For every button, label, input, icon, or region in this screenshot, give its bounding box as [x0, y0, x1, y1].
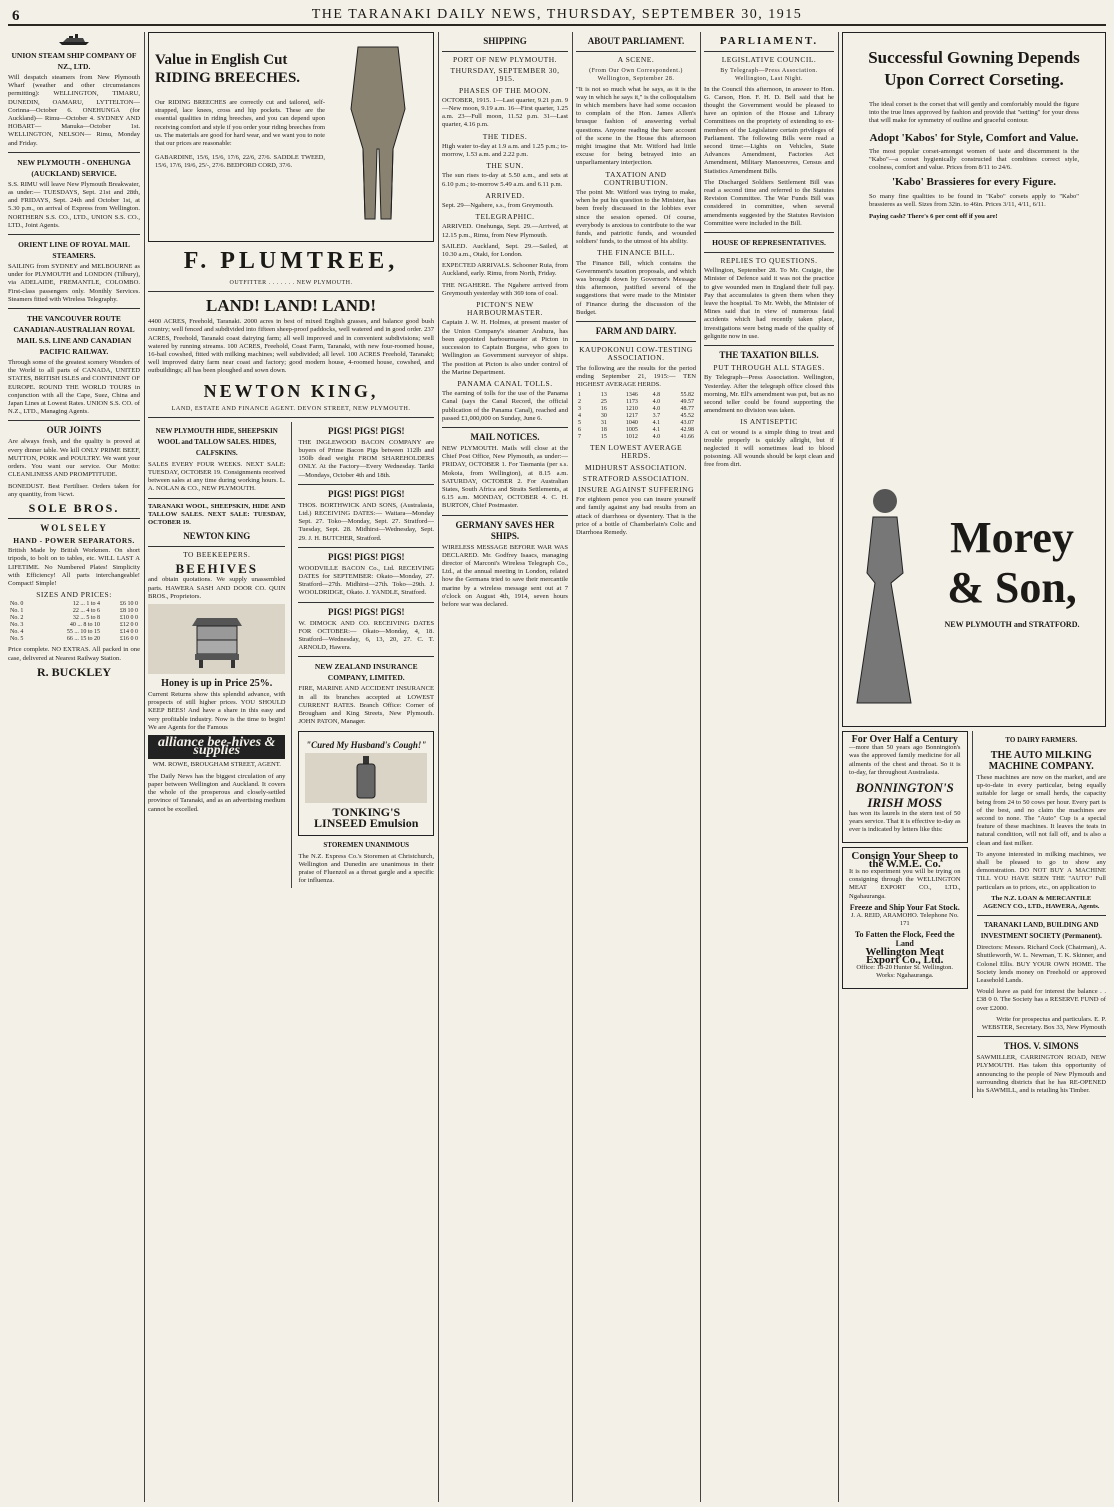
table-cell: No. 2 [10, 615, 24, 622]
antiseptic-body: A cut or wound is a simple thing to treat and trouble properly is quickly allright, but if neglected it will sometimes lead to blood poisoning. All wounds should be kept clean and free from dirt. [704, 428, 834, 469]
scene-heading: A SCENE. [617, 55, 655, 64]
table-cell: 43.07 [680, 420, 694, 427]
picton-body: Captain J. W. H. Holmes, at present master of the Union Company's steamer Arahura, has been appointed harbourmaster at Picton in succession to Captain Burgess, who goes to Wellington as Government surveyor of ships. The position at Picton is also under control of the Marine Department. [442, 319, 568, 376]
kabos-body: The most popular corset-amongst women of taste and discernment is the "Kabo"—a corset hygienically constructed that combines correct style, coolness, comfort and value. Prices from 8/11 to 24/6. [869, 147, 1079, 172]
table-cell: £12 0 0 [120, 622, 138, 629]
column-parliament [704, 32, 834, 1502]
insure-body: For eighteen pence you can insure yourself and family against any bad results from an attack of diarrhoea or dysentery. That is the price of a bottle of Chamberlain's Colic and Diarrhoea Remedy. [576, 496, 696, 536]
pigs-body-1: THE INGLEWOOD BACON COMPANY are buyers of Prime Bacon Pigs between 112lb and 150lb dead weight FROM SHAREHOLDERS ONLY. At the Factory—Every Wednesday. Tariki—Mondays, October 4th and 18th. [298, 438, 434, 479]
table-row [576, 399, 696, 406]
scene-body: "It is not so much what he says, as it is the way in which he says it," is the colloquialism in which members have had some occasion to complain of the Hon. James Allen's brusque fashion of answering verbal questions. Anyone reading the bare account of the scene in the House this afternoon might imagine that Mr. Witford had little excuse for being betrayed into an unparliamentary interjection. [576, 85, 696, 167]
table-cell: No. 3 [10, 622, 24, 629]
union-title: UNION STEAM SHIP COMPANY OF NZ., LTD. [11, 51, 137, 71]
table-row [8, 622, 140, 629]
half-century-body: —more than 50 years ago Bonnington's was the approved family medicine for all ailments of the chest and throat. So it is to-day, far throughout Australasia. [849, 744, 961, 776]
simons-heading: THOS. V. SIMONS [1003, 1041, 1079, 1052]
kabo-brassieres: 'Kabo' Brassieres for every Figure. [891, 176, 1057, 189]
table-cell: No. 4 [10, 629, 24, 636]
kcta-heading: KAUPOKONUI COW-TESTING ASSOCIATION. [579, 345, 693, 363]
table-cell: 25 [600, 399, 607, 406]
masthead-title: THE TARANAKI DAILY NEWS, THURSDAY, SEPTEMBER 30, 1915 [311, 7, 803, 22]
table-row [576, 427, 696, 434]
table-cell: £16 0 0 [120, 636, 138, 643]
table-cell: 45.52 [680, 413, 694, 420]
table-cell: 41.66 [680, 434, 694, 441]
simons-body: SAWMILLER, CARRINGTON ROAD, NEW PLYMOUTH. Has taken this opportunity of announcing to the people of New Plymouth and surrounding districts that he has RE-OPENED his SAWMILL, and is retailing his Timber. [976, 1054, 1106, 1095]
table-row [576, 392, 696, 399]
hide-body: SALES EVERY FOUR WEEKS. NEXT SALE: TUESDAY, OCTOBER 19. Consignments received between sales at any time during working hours. L. A. NOLAN & CO., NEW PLYMOUTH. [148, 460, 286, 493]
vancouver-body: Through some of the greatest scenery Wonders of the World to all parts of CANADA, UNITED STATES, BRITISH ISLES and CONTINENT OF EUROPE. ROUND THE WORLD TOURS in conjunction with all the Cape, Suez, China and Japan Lines at Lowest Rates. UNION S.S. CO. of N.Z., LTD., Managing Agents. [8, 359, 140, 416]
column-right-ads [842, 32, 1106, 1502]
telegraphic-heading: TELEGRAPHIC. [475, 212, 535, 222]
table-cell: 3.7 [652, 413, 661, 420]
ads-left-col [148, 422, 285, 888]
breeches-title: Value in English Cut RIDING BREECHES. [155, 52, 301, 86]
taxation-bills-heading: THE TAXATION BILLS. [719, 350, 819, 361]
table-cell: 1217 [625, 413, 638, 420]
herd-table [576, 392, 696, 441]
reid-agent: J. A. REID, ARAMOHO. Telephone No. 171 [850, 912, 959, 928]
bees-body: and obtain quotations. We supply unassembled parts. HAWERA SASH AND DOOR CO. QUIN BROS., Proprietors. [148, 576, 286, 600]
arrived-telegraphic: ARRIVED. Onehunga, Sept. 29.—Arrived, at 12.15 p.m., Rimu, from New Plymouth. [442, 223, 568, 239]
expected-body: EXPECTED ARRIVALS. Schooner Ruia, from Auckland, early. Rimu, from North, Friday. [442, 262, 568, 278]
land-title: LAND! LAND! LAND! [206, 296, 376, 316]
table-row [576, 406, 696, 413]
pigs-title-4: PIGS! PIGS! PIGS! [327, 606, 405, 617]
panama-heading: PANAMA CANAL TOLLS. [457, 378, 553, 388]
table-cell: No. 0 [10, 601, 24, 608]
morey-subtitle: NEW PLYMOUTH and STRATFORD. [944, 620, 1080, 629]
pigs-body-2: THOS. BORTHWICK AND SONS, (Australasia, Ltd.) RECEIVING DATES:— Waitara—Monday Sept. 27. Toko—Monday, Sept. 27. Stratford—Tuesday, Sept. 28. Midhirst—Wednesday, Sept. 29. J. H. BUTCHER, Stratford. [298, 501, 434, 542]
wolseley-body: British Made by British Workmen. On short tripods, to bolt on to tables, etc. WILL LAST A LIFETIME. No Numbered Plates! Simplicity with Efficiency! All parts interchangeable! Compact! Simple! [8, 547, 140, 587]
joints-title: OUR JOINTS [46, 425, 102, 436]
table-cell: 1005 [625, 427, 638, 434]
gowning-title: Successful Gowning Depends Upon Correct Corseting. [868, 48, 1080, 89]
joints-body: Are always fresh, and the quality is proved at every dinner table. We kill ONLY PRIME BEEF, MUTTON, PORK and POULTRY. We want your orders. You want our service. Our Motto: CLEANLINESS AND PROMPTITUDE. [8, 438, 140, 479]
auto-milking-body: These machines are now on the market, and are up-to-date in every particular, being equally suitable for large or small herds, the capacity being from 24 to 50 cows per hour. Every part is of the best, and no claim the machines are second to none. The "Auto" Cup is a special feature of these machines. It leaves the teats in natural condition, will not fall off, and is also a clean and fast milker. [976, 774, 1106, 847]
table-cell: 1210 [625, 406, 638, 413]
pigs-title-3: PIGS! PIGS! PIGS! [327, 551, 405, 562]
table-cell: 12 ... 1 to 4 [72, 601, 101, 608]
column-shipping-news [442, 32, 568, 1502]
table-cell: 13 [600, 392, 607, 399]
table-cell: 1346 [625, 392, 638, 399]
panama-body: The earning of tolls for the use of the Panama Canal (says the Canal Record, the official publication of the Panama Canal), reached and passed £1,000,000 on Sunday, June 6. [442, 390, 568, 422]
breeches-illustration [333, 39, 423, 229]
lowest-herds-heading: TEN LOWEST AVERAGE HERDS. [589, 443, 683, 461]
legislative-heading: LEGISLATIVE COUNCIL. [721, 55, 817, 64]
plumtree-subtitle: OUTFITTER . . . . . . . NEW PLYMOUTH. [229, 280, 353, 286]
germany-heading: GERMANY SAVES HER SHIPS. [455, 519, 555, 541]
legislative-body: In the Council this afternoon, in answer to Hon. G. Carson, Hon. F. H. D. Bell said that he thought the Government would be pleased to have an opinion of the House and Library Committees on the propriety of extending to ex-members of the Legislature certain privileges of Parliament. The following Bills were read a second time:—Lights on Vehicles, State Advances Amendment, Factories Act Amendment, Military Manoeuvres, Census and Statistics Amendment Bills. [704, 85, 834, 175]
sizes-table [8, 601, 140, 643]
bonnington-ad [842, 731, 968, 843]
house-heading: HOUSE OF REPRESENTATIVES. [712, 238, 826, 248]
sun-body: The sun rises to-day at 5.50 a.m., and sets at 6.10 p.m.; to-morrow 5.49 a.m. and 6.11 p.m. [442, 172, 568, 188]
beehive-illustration [148, 604, 285, 674]
parliament-heading: PARLIAMENT. [719, 35, 819, 47]
legislative-body-2: The Discharged Soldiers Settlement Bill was read a second time and referred to the Statutes Revision Committee. The War Funds Bill was considered in committee, when several amendments suggested by the Statutes Revision Committee were included in the Bill. [704, 178, 834, 227]
pigs-title-2: PIGS! PIGS! PIGS! [327, 488, 405, 499]
storemen-title: STOREMEN UNANIMOUS [323, 840, 410, 849]
mail-heading: MAIL NOTICES. [470, 431, 540, 442]
column-rule [700, 32, 701, 1502]
onehunga-title: NEW PLYMOUTH - ONEHUNGA (AUCKLAND) SERVICE. [17, 157, 131, 178]
picton-heading: PICTON'S NEW HARBOURMASTER. [467, 300, 543, 318]
table-cell: 18 [600, 427, 607, 434]
moon-heading: PHASES OF THE MOON. [459, 85, 551, 95]
replies-heading: REPLIES TO QUESTIONS. [720, 256, 818, 266]
table-cell: No. 5 [10, 636, 24, 643]
consign-body: It is no experiment you will be trying on consigning through the WELLINGTON MEAT EXPORT CO., LTD., Ngahauranga. [849, 868, 961, 900]
germany-body: WIRELESS MESSAGE BEFORE WAR WAS DECLARED. Mr. Godfrey Isaacs, managing director of Marconi's Wireless Telegraph Co., Ltd., at the annual meeting in London, related how the Germans tried to save their mercantile marine by a wireless message sent out at 7 o'clock on August 4th, 1914, seven hours before war was declared. [442, 543, 568, 608]
paying-cash-note: Paying cash? There's 6 per cent off if you are! [869, 213, 998, 221]
table-cell: 4.1 [652, 427, 661, 434]
fatten-title: To Fatten the Flock, Feed the Land [854, 930, 955, 948]
table-cell: 5 [578, 420, 581, 427]
farm-dairy-heading: FARM AND DAIRY. [595, 326, 677, 337]
table-cell: £8 10 0 [120, 608, 138, 615]
emulsion-bottle-illustration [305, 753, 427, 803]
woman-figure-illustration [847, 483, 917, 713]
tbis-heading: TARANAKI LAND, BUILDING AND INVESTMENT SOCIETY (Permanent). [980, 921, 1102, 941]
column-rule [438, 32, 439, 1502]
nz-insurance-title: NEW ZEALAND INSURANCE COMPANY, LIMITED. [314, 662, 418, 683]
table-row [8, 601, 140, 608]
morey-name: Morey & Son, [947, 513, 1077, 612]
legislative-subheading: By Telegraph—Press Association. Wellington, Last Night. [720, 68, 818, 83]
auto-milking-body-2: To anyone interested in milking machines, we shall be pleased to go to show any demonstration. DO NOT BUY A MACHINE TILL YOU HAVE SEEN THE "AUTO" Full particulars as to prices, etc., on application to [976, 850, 1106, 891]
sizes-title: SIZES AND PRICES: [36, 590, 112, 600]
sizes-footer: Price complete. NO EXTRAS. All packed in one case, delivered at Nearest Railway Station. [8, 646, 140, 662]
wme-subtitle: Office: 18-20 Hunter St. Wellington. Works: Ngahauranga. [856, 964, 954, 980]
column-rule [838, 32, 839, 1502]
tbis-body-2: Would leave as paid for interest the balance . . £38 0 0. The Society has a RESERVE FUND of over £2000. [976, 988, 1106, 1012]
nz-loan-agents: The N.Z. LOAN & MERCANTILE AGENCY CO., LTD., HAWERA, Agents. [983, 894, 1100, 911]
table-cell: £10 0 0 [120, 615, 138, 622]
finance-body: The Finance Bill, which contains the Government's taxation proposals, and which was brought down by Governor's Message this afternoon, justified several of the suggestions that were made to the Minister of Finance during the discussion of the Budget. [576, 259, 696, 316]
pigs-title-1: PIGS! PIGS! PIGS! [327, 425, 405, 436]
sun-heading: THE SUN. [486, 161, 524, 171]
midhurst-heading: MIDHURST ASSOCIATION. [584, 462, 688, 472]
date-heading: THURSDAY, SEPTEMBER 30, 1915. [450, 66, 560, 84]
half-century-title: For Over Half a Century [851, 734, 958, 745]
tonking-name: TONKING'S LINSEED Emulsion [314, 804, 419, 830]
ads-right-col [298, 422, 434, 888]
taxation-heading: TAXATION AND CONTRIBUTION. [603, 169, 669, 187]
stratford-heading: STRATFORD ASSOCIATION. [582, 473, 690, 483]
table-cell: No. 1 [10, 608, 24, 615]
table-cell: 6 [578, 427, 581, 434]
table-cell: 1173 [626, 399, 638, 406]
table-row [576, 434, 696, 441]
pigs-body-3: WOODVILLE BACON Co., Ltd. RECEIVING DATES for SEPTEMBER: Okato—Monday, 27. Stratford—27th. Midhirst—27th. Toko—29th. J. WOOLDRIDGE, Okato. J. YANDLE, Stratford. [298, 564, 434, 597]
column-ads-2 [148, 32, 434, 1502]
table-cell: 15 [600, 434, 607, 441]
ngahere-body: THE NGAHERE. The Ngahere arrived from Greymouth yesterday with 369 tons of coal. [442, 281, 568, 297]
table-cell: 31 [600, 420, 607, 427]
table-cell: 22 ... 4 to 6 [72, 608, 101, 615]
replies-body: Wellington, September 28. To Mr. Craigie, the Minister of Defence said it was not the practice to give wounded men in England their full pay. Pay that accumulates is given them when they leave the hospital. To Mr. Webb, the Minister of Mines said that in view of numerous fatal accidents which had recently taken place, investigations were being made of the quality of gelignite now in use. [704, 267, 834, 340]
union-body: Will despatch steamers from New Plymouth Wharf (weather and other circumstances permitting): WELLINGTON, TIMARU, DUNEDIN, OAMARU, LYTTELTON— Corinna—October 6. ONEHUNGA (for Auckland)— Rimu—October 4. SYDNEY AND HOBART— Manuka—October 1st. WELLINGTON, NELSON— Rimu, Monday and Friday. [8, 74, 140, 147]
daily-news-notice: The Daily News has the biggest circulation of any paper between Wellington and Auckland. It covers the whole of the prosperous and closely-settled province of Taranaki, and as an advertising medium cannot be excelled. [148, 772, 286, 813]
table-cell: 1 [578, 392, 581, 399]
arrived-heading: ARRIVED. [485, 190, 525, 200]
bonnington-body: has won its laurels in the stern test of 50 years service. That it is effective to-day as ever is indicated by letters like this: [849, 810, 961, 834]
tbis-body: Directors: Messrs. Richard Cock (Chairman), A. Shuttleworth, W. L. Newman, T. K. Skinner, and Colonel Ellis. BUY YOUR OWN HOME. The Society lends money on Freehold or approved Leasehold Lands. [976, 944, 1106, 985]
kabos-title: Adopt 'Kabos' for Style, Comfort and Value. [869, 131, 1079, 144]
breeches-body: Our RIDING BREECHES are correctly cut and tailored, self-strapped, lace knees, cross and hip pockets. These are the essential qualities in riding breeches, and you can depend upon receiving comfort and style if you order your riding breeches from us. The materials are good for hard wear, and we want you to note that our prices are reasonable: [155, 99, 326, 148]
table-row [576, 413, 696, 420]
port-heading: PORT OF NEW PLYMOUTH. [452, 55, 558, 64]
kcta-body: The following are the results for the period ending September 21, 1915:— TEN HIGHEST AVERAGE HERDS. [576, 364, 696, 388]
table-cell: 1012 [625, 434, 638, 441]
tides-body: High water to-day at 1.9 a.m. and 1.25 p.m.; to-morrow, 1.53 a.m. and 2.22 p.m. [442, 142, 568, 159]
table-cell: 2 [578, 399, 581, 406]
antiseptic-heading: IS ANTISEPTIC [740, 417, 798, 427]
table-row [8, 629, 140, 636]
auto-milking-title: THE AUTO MILKING MACHINE COMPANY. [988, 750, 1094, 772]
column-about-parliament [576, 32, 696, 1502]
wolseley-title: WOLSELEY [40, 522, 108, 533]
wolseley-subtitle: HAND - POWER SEPARATORS. [13, 535, 135, 545]
honey-body: Current Returns show this splendid advance, with prospects of still higher prices. YOU SHOULD KEEP BEES! And have a share in this easy and very profitable industry. Now is the time to begin! We are Agents for the Famous [148, 691, 286, 731]
taxation-bills-body: By Telegraph—Press Association. Wellington, Yesterday. After the telegraph office closed this morning, Mr. Ell's amendment was put, but as no second teller could be found supporting the amendment no division was taken. [704, 374, 834, 415]
lower-ads-row [842, 731, 1106, 1098]
storemen-body: The N.Z. Express Co.'s Storemen at Christchurch, Wellington and Dunedin are unanimous in their praise of Fluenzol as a throat gargle and a specific for influenza. [298, 852, 434, 885]
table-row [8, 608, 140, 615]
table-cell: 4.0 [652, 434, 661, 441]
table-row [8, 636, 140, 643]
table-cell: 1040 [625, 420, 638, 427]
lower-right-ads [977, 731, 1106, 1098]
scene-subheading: (From Our Own Correspondent.) Wellington, September 28. [589, 68, 683, 83]
about-parliament-heading: ABOUT PARLIAMENT. [587, 36, 685, 46]
land-body: 4400 ACRES, Freehold, Taranaki. 2000 acres in best of mixed English grasses, and balance good bush country; well fenced and subdivided into fifteen sheep-proof paddocks, well watered and in good order. 237 ACRES, Freehold, Taranaki coast dairying farm; all well improved and in convenient subdivisions; well watered by running streams. 100 ACRES, Freehold, Coast Farm, Taranaki, with new four-roomed house, 16-bail cowshed, fitted with milking machines; well subdivided; all level. 100 ACRES Freehold, Taranaki; well improved dairy farm near coast and factory; good modern house, 4-roomed house, cowshed, and outbuildings; all has been ploughed and sown down. [148, 318, 434, 375]
beehives-heading: BEEHIVES [175, 561, 258, 577]
mail-body: NEW PLYMOUTH. Mails will close at the Chief Post Office, New Plymouth, as under:— FRIDAY, OCTOBER 1. For Tasmania (per s.s. Mokoia, from Wellington), at 8.15 a.m. SATURDAY, OCTOBER 2. For Australian States, South Africa and Straits Settlements, at 6.15 a.m. MONDAY, OCTOBER 4. C. H. BURTON, Chief Postmaster. [442, 444, 568, 510]
table-cell: 49.57 [680, 399, 694, 406]
table-cell: 4.0 [652, 406, 661, 413]
table-row [576, 420, 696, 427]
shipping-heading: SHIPPING [483, 36, 527, 46]
masthead [8, 6, 1106, 26]
page-number: 6 [12, 8, 21, 24]
table-cell: £14 0 0 [120, 629, 138, 636]
hide-title: NEW PLYMOUTH HIDE, SHEEPSKIN WOOL and TALLOW SALES. HIDES, CALFSKINS. [155, 426, 278, 457]
column-rule [144, 32, 145, 1502]
column-shipping-ads [8, 32, 140, 1502]
table-cell: £6 10 0 [120, 601, 138, 608]
orient-title: ORIENT LINE OF ROYAL MAIL STEAMERS. [18, 240, 130, 261]
ads-split-row [148, 422, 434, 888]
kabo-brassieres-body: So many fine qualities to be found in "Kabo" corsets apply to "Kabo" brassieres as well. Sizes from 32in. to 46in. Prices 3/11, 4/11, 6/11. [869, 192, 1079, 208]
tonking-ad [298, 731, 434, 836]
taranaki-wool: TARANAKI WOOL, SHEEPSKIN, HIDE AND TALLOW SALES. NEXT SALE: TUESDAY, OCTOBER 19. [148, 502, 286, 527]
breeches-ad [148, 32, 434, 242]
arrived-body: Sept. 29—Ngahere, s.s., from Greymouth. [442, 202, 554, 210]
sailed-body: SAILED. Auckland, Sept. 29.—Sailed, at 10.30 a.m., Otaki, for London. [442, 242, 568, 259]
newton-king-subtitle: LAND, ESTATE AND FINANCE AGENT. DEVON STREET, NEW PLYMOUTH. [171, 404, 411, 412]
table-cell: 7 [578, 434, 581, 441]
bonnington-name: BONNINGTON'S IRISH MOSS [855, 780, 954, 811]
freeze-title: Freeze and Ship Your Fat Stock. [849, 902, 960, 912]
gowning-body: The ideal corset is the corset that will gently and comfortably mould the figure into the true lines approved by fashion and provide that "setting" for your dress that will make for symmetry of outline and graceful contour. [869, 101, 1079, 125]
bonedust-text: BONEDUST. Best Fertiliser. Orders taken for any quantity, from ¼cwt. [8, 482, 140, 498]
nz-insurance-body: FIRE, MARINE AND ACCIDENT INSURANCE in all its branches accepted at LOWEST CURRENT RATES. Branch Office: Corner of Brougham and King Streets, New Plymouth. JOHN PATON, Manager. [298, 685, 434, 726]
table-cell: 55.82 [680, 392, 694, 399]
insure-heading: INSURE AGAINST SUFFERING [577, 484, 695, 494]
table-cell: 4.0 [652, 399, 661, 406]
newton-king-2: NEWTON KING [183, 531, 251, 542]
plumtree-name: F. PLUMTREE, [183, 248, 399, 274]
dairy-farmers-heading: TO DAIRY FARMERS. [1005, 736, 1078, 744]
column-rule [572, 32, 573, 1502]
steamer-icon [8, 32, 140, 46]
moon-body: OCTOBER, 1915. 1—Last quarter, 9.21 p.m. 9—New moon, 9.19 a.m. 16—First quarter, 1.25 a.m. 23—Full moon, 11.52 p.m. 31—Last quarter, 4.16 p.m. [442, 96, 568, 129]
bees-title: TO BEEKEEPERS. [183, 550, 251, 560]
honey-title: Honey is up in Price 25%. [161, 678, 273, 690]
breeches-prices: GABARDINE, 15/6, 15/6, 17/6, 22/6, 27/6. SADDLE TWEED, 15/6, 17/6, 19/6, 25/-, 27/6. BEDFORD CORD, 37/6. [155, 154, 325, 170]
table-cell: 48.77 [680, 406, 694, 413]
onehunga-body: S.S. RIMU will leave New Plymouth Breakwater, as under:— TUESDAYS, Sept. 21st and 28th, and FRIDAYS, Sept. 24th and October 1st, at 5.30 p.m., on arrival of Express from Wellington. NORTHERN S.S. CO., LTD., UNION S.S. CO., LTD., Joint Agents. [8, 180, 140, 229]
table-cell: 4 [578, 413, 581, 420]
lower-left-ads [842, 731, 968, 1098]
taxation-bills-subheading: PUT THROUGH ALL STAGES. [713, 363, 825, 373]
finance-heading: THE FINANCE BILL. [597, 248, 675, 258]
table-cell: 42.98 [680, 427, 694, 434]
cured-headline: "Cured My Husband's Cough!" [306, 739, 427, 750]
tides-heading: THE TIDES. [482, 131, 528, 141]
morey-block [927, 513, 1097, 629]
table-cell: 16 [600, 406, 607, 413]
table-cell: 55 ... 10 to 15 [66, 629, 101, 636]
taxation-body: The point Mr. Witford was trying to make, when he put his question to the Minister, has been freely discussed in the lobbies ever since the session opened. Of course, everybody is anxious to contribute to the war funds, and patriotic funds, and wounded soldiers' funds, to the utmost of his ability. [576, 189, 696, 246]
alliance-logo: alliance bee-hives & supplies [148, 735, 285, 759]
orient-body: SAILING from SYDNEY and MELBOURNE as under for PLYMOUTH and LONDON (Tilbury), via ADELAIDE, FREMANTLE, COLOMBO. First-class passengers only. Monthly Services. Steamers fitted with Wireless Telegraphy. [8, 263, 140, 303]
rowe-agent: WM. ROWE, BROUGHAM STREET, AGENT. [152, 761, 281, 769]
table-cell: 66 ... 15 to 20 [66, 636, 101, 643]
table-cell: 40 ... 8 to 10 [69, 622, 101, 629]
buckley-name: R. BUCKLEY [36, 664, 111, 679]
vancouver-title: THE VANCOUVER ROUTE CANADIAN-AUSTRALIAN ROYAL MAIL S.S. LINE AND CANADIAN PACIFIC RAILWAY. [13, 314, 135, 357]
table-cell: 3 [578, 406, 581, 413]
wme-name: Wellington Meat Export Co., Ltd. [865, 945, 945, 967]
wme-ad [842, 847, 968, 989]
table-row [8, 615, 140, 622]
table-cell: 32 ... 5 to 8 [72, 615, 101, 622]
newton-king-title: NEWTON KING, [203, 380, 379, 401]
table-cell: 4.8 [652, 392, 661, 399]
table-cell: 30 [600, 413, 607, 420]
sole-bros: SOLE BROS. [28, 500, 120, 515]
table-cell: 4.1 [652, 420, 661, 427]
pigs-body-4: W. DIMOCK AND CO. RECEIVING DATES FOR OCTOBER:— Okato—Monday, 4, 18. Stratford—Wednesday, 6, 13, 20, 27. C. T. ARNOLD, Hawera. [298, 619, 434, 652]
webster-secretary: Write for prospectus and particulars. E. P. WEBSTER, Secretary. Box 33, New Plymouth [981, 1015, 1106, 1032]
consign-title: Consign Your Sheep to the W.M.E. Co. [851, 849, 959, 870]
corset-ad [842, 32, 1106, 727]
